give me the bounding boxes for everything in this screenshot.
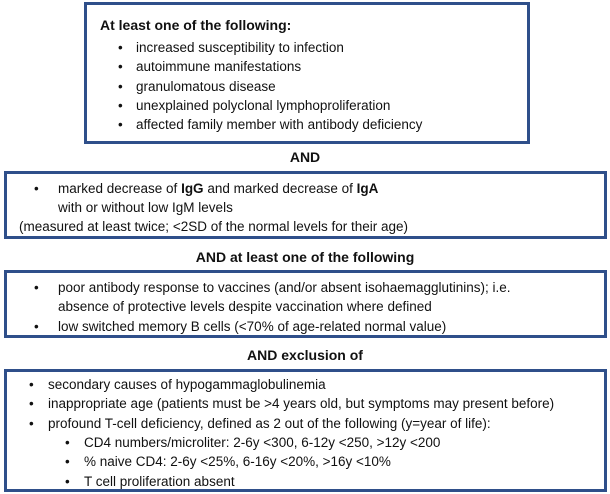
ig-criterion-text: [34, 181, 378, 196]
list-item-text: affected family member with antibody deficiency: [136, 117, 423, 133]
ig-criterion-line: [34, 179, 378, 198]
bullet-marker: •: [34, 280, 39, 295]
list-item-text: unexplained polyclonal lymphoproliferation: [136, 97, 391, 113]
list-item-text: secondary causes of hypogammaglobulinemia: [48, 377, 326, 392]
criteria-box-exclusion: [4, 369, 607, 492]
bullet-marker: •: [118, 59, 123, 75]
igg-label: IgG: [181, 181, 204, 196]
bullet-marker: •: [118, 97, 123, 113]
criteria-box-immunoglobulin: [4, 171, 607, 239]
sublist-item: [65, 452, 440, 471]
bullet-marker: •: [29, 415, 34, 431]
iga-label: IgA: [356, 181, 379, 196]
text-segment: and marked decrease of: [203, 181, 357, 196]
bullet-marker: •: [34, 319, 39, 334]
connector-heading-at-least-one: AND at least one of the following: [195, 249, 415, 265]
list-item: [29, 414, 554, 433]
criteria-box-antibody-response: [4, 270, 607, 338]
sublist-item-text: % naive CD4: 2-6y <25%, 6-16y <20%, >16y <10%: [84, 454, 391, 470]
exclusion-list: [29, 375, 554, 433]
bullet-marker: •: [29, 396, 34, 412]
sublist-item: [65, 433, 440, 452]
list-item-continuation: absence of protective levels despite vaccination where defined: [58, 299, 432, 314]
bullet-marker: •: [118, 117, 123, 133]
list-item-text: increased susceptibility to infection: [136, 40, 344, 55]
measurement-note: (measured at least twice; <2SD of the normal levels for their age): [19, 219, 409, 234]
connector-heading-and: AND: [289, 149, 321, 165]
bullet-marker: •: [65, 473, 70, 489]
list-item: [118, 57, 422, 76]
list-item-text: granulomatous disease: [136, 78, 276, 94]
sublist-item-text: T cell proliferation absent: [84, 473, 235, 489]
connector-heading-exclusion: AND exclusion of: [247, 347, 363, 363]
list-item: [118, 115, 422, 134]
bullet-marker: •: [65, 435, 70, 450]
list-item: [34, 278, 511, 297]
bullet-marker: •: [118, 78, 123, 94]
bullet-marker: •: [29, 377, 34, 392]
bullet-marker: •: [34, 181, 39, 196]
list-item-text: low switched memory B cells (<70% of age-related normal value): [58, 319, 447, 334]
list-item: [118, 38, 422, 57]
sublist-item-text: CD4 numbers/microliter: 2-6y <300, 6-12y <250, >12y <200: [84, 435, 441, 450]
ig-criterion-continuation: with or without low IgM levels: [58, 200, 233, 215]
t-cell-criteria-sublist: [65, 433, 440, 491]
list-item: [118, 77, 422, 96]
list-item: [34, 317, 446, 336]
list-item-text: inappropriate age (patients must be >4 years old, but symptoms may present before): [48, 396, 555, 412]
text-segment: marked decrease of: [58, 181, 182, 196]
criteria-box-clinical: [84, 2, 530, 144]
box-title-clinical: At least one of the following:: [100, 17, 292, 33]
list-item: [29, 394, 554, 413]
sublist-item: [65, 472, 440, 491]
list-item: [118, 96, 422, 115]
clinical-criteria-list: [118, 38, 422, 134]
list-item: [29, 375, 554, 394]
list-item-text: profound T-cell deficiency, defined as 2 out of the following (y=year of life):: [48, 415, 491, 431]
list-item-text: poor antibody response to vaccines (and/or absent isohaemagglutinins); i.e.: [58, 280, 511, 295]
bullet-marker: •: [118, 40, 123, 55]
list-item-text: autoimmune manifestations: [136, 59, 302, 75]
bullet-marker: •: [65, 454, 70, 470]
